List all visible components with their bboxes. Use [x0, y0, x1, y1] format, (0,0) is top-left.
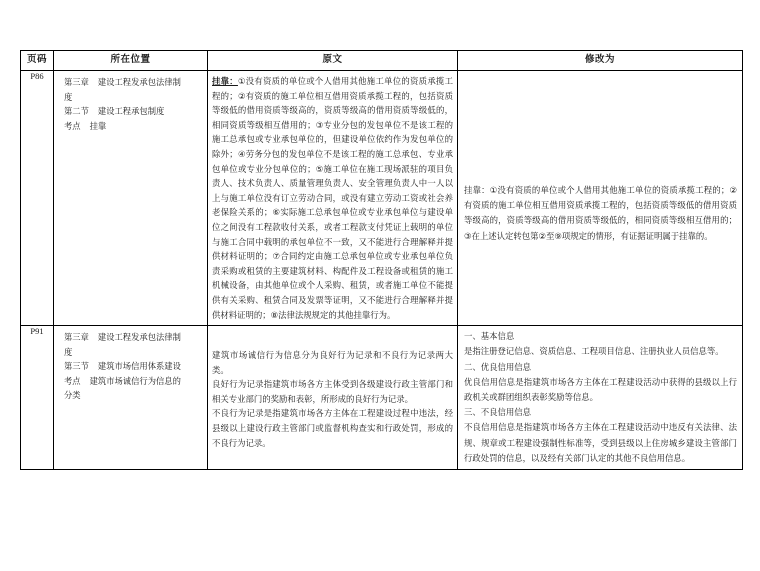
- original-paragraph-1: 建筑市场诚信行为信息分为良好行为记录和不良行为记录两大类。: [212, 350, 453, 375]
- location-line-chapter: [64, 330, 201, 345]
- column-header-original: 原文: [208, 51, 458, 71]
- revised-paragraph-2: 优良信用信息是指建筑市场各方主体在工程建设活动中获得的县级以上行政机关或群团组织表彰奖励等信息。: [464, 376, 737, 402]
- location-line-topic: [64, 374, 201, 389]
- page-number-value: P86: [30, 71, 44, 81]
- revised-text-block: [458, 326, 742, 469]
- location-block: [54, 326, 207, 407]
- row-revised-text: [458, 326, 743, 470]
- location-chapter-title: 建设工程发承包法律制: [97, 332, 181, 343]
- row-original-text: [208, 71, 458, 326]
- revised-paragraph-3: 不良信用信息是指建筑市场各方主体在工程建设活动中违反有关法律、法规、规章或工程建设强制性标准等，受到县级以上住房城乡建设主管部门行政处罚的信息，以及经有关部门认定的其他不良信用信息。: [464, 422, 737, 463]
- table-header-row: [21, 51, 743, 71]
- location-line-chapter-cont: 度: [64, 346, 73, 357]
- revised-heading-2: 二、优良信用信息: [464, 361, 531, 372]
- location-section-label: 第二节: [64, 106, 89, 116]
- row-location: [54, 71, 208, 326]
- location-line-section: [64, 359, 201, 374]
- location-line-chapter: [64, 75, 201, 90]
- revised-term-label: 挂靠：: [464, 185, 490, 195]
- row-location: [54, 326, 208, 470]
- original-text-block: [208, 71, 457, 325]
- original-term-label: 挂靠：: [212, 76, 238, 86]
- location-line-section: [64, 104, 201, 119]
- row-page-number: [21, 326, 54, 470]
- location-block: [54, 71, 207, 137]
- location-topic-title: 挂靠: [89, 120, 107, 131]
- original-paragraph-3: 不良行为记录是指建筑市场各方主体在工程建设过程中违法，经县级以上建设行政主管部门或监督机构查实和行政处罚，形成的不良行为记录。: [212, 408, 453, 448]
- errata-table: [20, 50, 743, 470]
- location-line-topic: [64, 119, 201, 134]
- revised-text-block: [458, 71, 742, 247]
- location-line-chapter-cont: 度: [64, 91, 73, 102]
- original-paragraph: [212, 74, 453, 322]
- table-body: [21, 71, 743, 470]
- location-topic-title: 建筑市场诚信行为信息的: [89, 375, 181, 386]
- location-section-label: 第三节: [64, 361, 89, 372]
- location-chapter-label: 第三章: [64, 77, 89, 87]
- revised-paragraph-1: 是指注册登记信息、资质信息、工程项目信息、注册执业人员信息等。: [464, 346, 724, 357]
- column-header-revised: 修改为: [458, 51, 743, 71]
- table-header: [21, 51, 743, 71]
- location-topic-label: 考点: [64, 120, 81, 131]
- page-number-value: P91: [30, 326, 44, 337]
- revised-heading-1: 一、基本信息: [464, 331, 515, 342]
- location-chapter-title: 建设工程发承包法律制: [97, 77, 181, 87]
- row-revised-text: [458, 71, 743, 326]
- location-section-title: 建筑市场信用体系建设: [97, 361, 181, 372]
- location-chapter-label: 第三章: [64, 332, 89, 343]
- original-paragraph-2: 良好行为记录指建筑市场各方主体受到各级建设行政主管部门和相关专业部门的奖励和表彰，所形成的良好行为记录。: [212, 379, 453, 404]
- location-line-topic-cont: 分类: [64, 390, 81, 401]
- location-section-title: 建设工程承包制度: [97, 106, 165, 116]
- row-page-number: [21, 71, 54, 326]
- revised-heading-3: 三、不良信用信息: [464, 407, 531, 418]
- revised-term-body: ①没有资质的单位或个人借用其他施工单位的资质承揽工程的；②有资质的施工单位相互借用资质承揽工程的，包括资质等级低的借用资质等级高的，资质等级高的借用资质等级低的，相同资质等级相互借用的；③在上述认定转包第②至⑨项规定的情形，有证据证明属于挂靠的。: [464, 185, 738, 241]
- errata-table-container: [20, 50, 742, 470]
- table-row: [21, 326, 743, 470]
- location-topic-label: 考点: [64, 375, 81, 386]
- column-header-page: 页码: [21, 51, 54, 71]
- original-term-body: ①没有资质的单位或个人借用其他施工单位的资质承揽工程的；②有资质的施工单位相互借用资质承揽工程的，包括资质等级低的借用资质等级高的，资质等级高的借用资质等级低的，相同资质等级相互借用的；③专业分包的发包单位不是该工程的施工总承包或专业承包单位的，但建设单位依约作为发包单位的除外；④劳务分包的发包单位不是该工程的施工总承包、专业承包单位或专业分包单位的；⑤施工单位在施工现场派驻的项目负责人、技术负责人、质量管理负责人、安全管理负责人中一人以上与施工单位没有订立劳动合同，或没有建立劳动工资或社会养老保险关系的；⑥实际施工总承包单位或专业承包单位与建设单位之间没有工程款收付关系，或者工程款支付凭证上载明的单位与施工合同中载明的承包单位不一致，又不能进行合理解释并提供材料证明的；⑦合同约定由施工总承包单位或专业承包单位负责采购或租赁的主要建筑材料、构配件及工程设备或租赁的施工机械设备，由其他单位或个人采购、租赁，或者施工单位不能提供有关采购、租赁合同及发票等证明，又不能进行合理解释并提供材料证明的；⑧法律法规规定的其他挂靠行为。: [212, 76, 454, 320]
- row-original-text: [208, 326, 458, 470]
- table-row: [21, 71, 743, 326]
- column-header-location: 所在位置: [54, 51, 208, 71]
- revised-paragraph: [464, 183, 737, 244]
- original-text-block: [208, 326, 457, 453]
